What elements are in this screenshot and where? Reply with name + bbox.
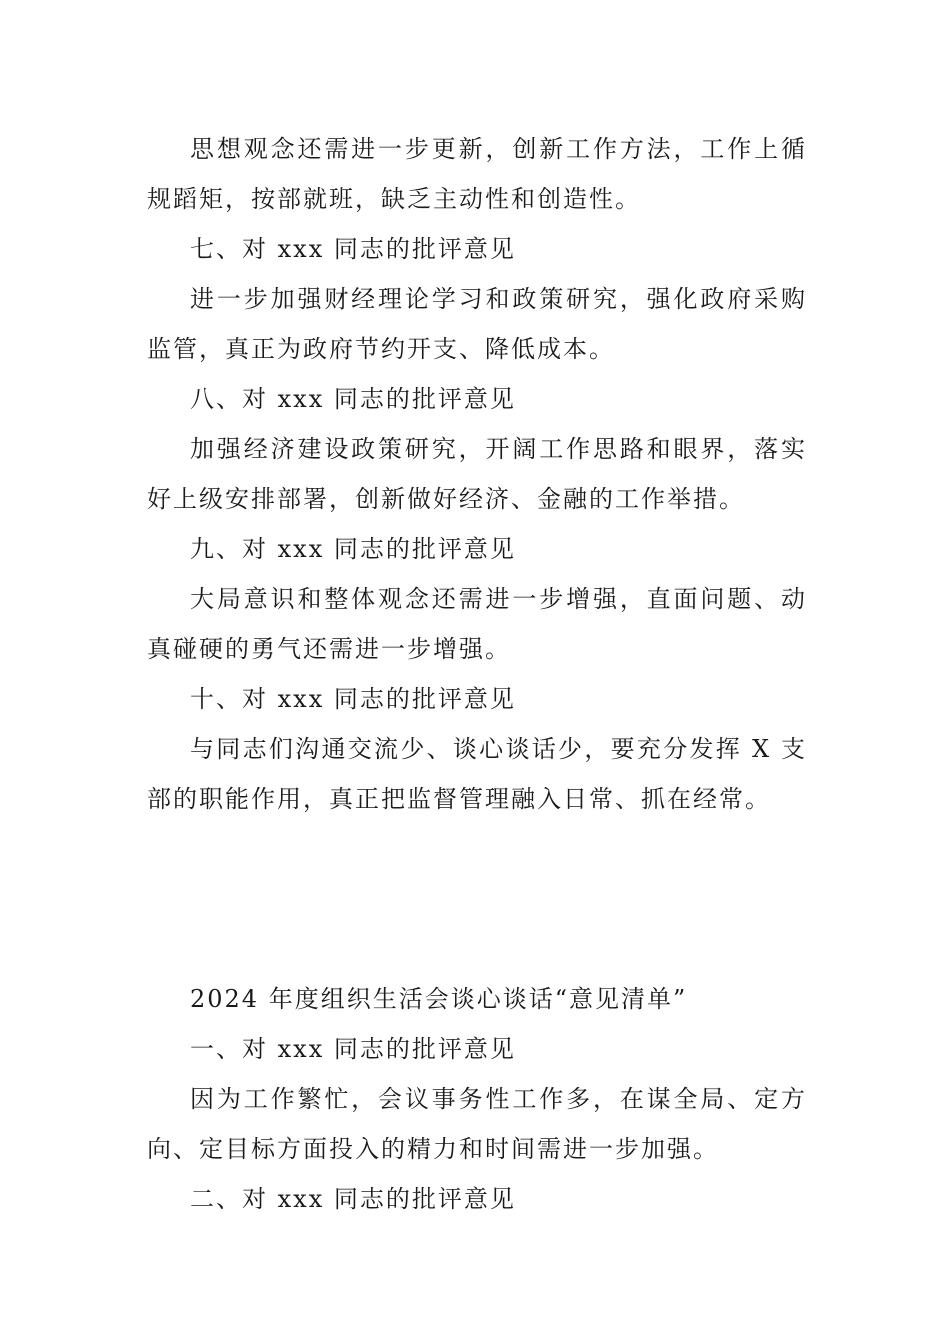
paragraph-text: 进一步加强财经理论学习和政策研究，强化政府采购监管，真正为政府节约开支、降低成本。 bbox=[147, 285, 807, 363]
section-heading-2: 二、对 xxx 同志的批评意见 bbox=[190, 1185, 516, 1213]
document-body bbox=[147, 124, 807, 1224]
section-heading-7: 七、对 xxx 同志的批评意见 bbox=[190, 235, 516, 263]
paragraph-text: 因为工作繁忙，会议事务性工作多，在谋全局、定方向、定目标方面投入的精力和时间需进一步加强。 bbox=[147, 1085, 807, 1163]
paragraph-text: 大局意识和整体观念还需进一步增强，直面问题、动真碰硬的勇气还需进一步增强。 bbox=[147, 585, 807, 663]
section-heading-8: 八、对 xxx 同志的批评意见 bbox=[190, 385, 516, 413]
paragraph-text: 加强经济建设政策研究，开阔工作思路和眼界，落实好上级安排部署，创新做好经济、金融的工作举措。 bbox=[147, 435, 807, 513]
paragraph-text: 与同志们沟通交流少、谈心谈话少，要充分发挥 X 支部的职能作用，真正把监督管理融入日常、抓在经常。 bbox=[147, 735, 807, 813]
paragraph-text: 思想观念还需进一步更新，创新工作方法，工作上循规蹈矩，按部就班，缺乏主动性和创造性。 bbox=[147, 135, 807, 213]
section-heading-1: 一、对 xxx 同志的批评意见 bbox=[190, 1035, 516, 1063]
section-heading-9: 九、对 xxx 同志的批评意见 bbox=[190, 535, 516, 563]
section-spacer bbox=[147, 824, 807, 974]
section-heading-10: 十、对 xxx 同志的批评意见 bbox=[190, 685, 516, 713]
document-title: 2024 年度组织生活会谈心谈话“意见清单” bbox=[190, 985, 688, 1013]
